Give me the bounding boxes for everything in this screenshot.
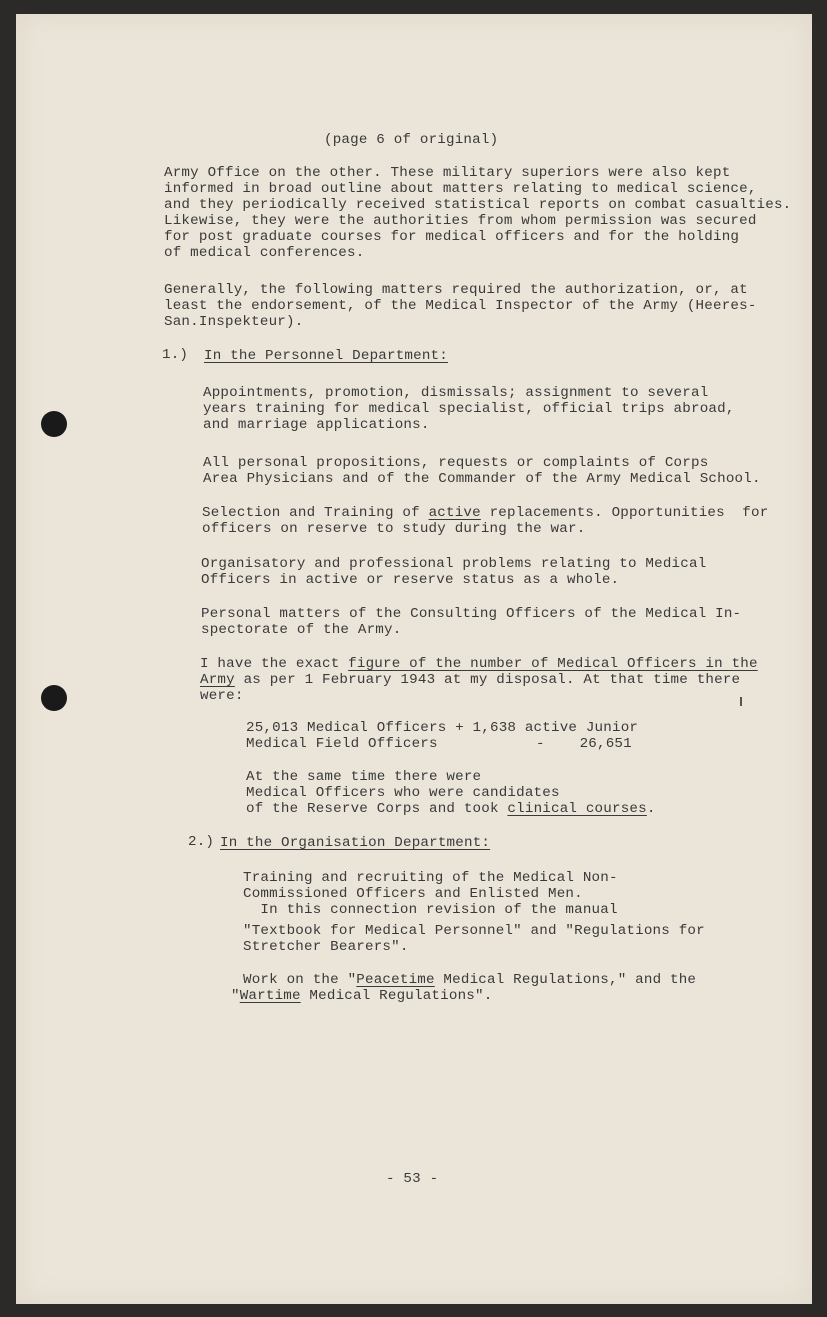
section-title-organisation: In the Organisation Department: <box>220 835 491 851</box>
page-header: (page 6 of original) <box>324 132 499 148</box>
punch-hole <box>41 685 67 711</box>
stray-mark <box>740 697 742 706</box>
page-number: - 53 - <box>386 1171 439 1187</box>
section-number-1: 1.) <box>162 347 189 363</box>
document-page: (page 6 of original) Army Office on the other. These military superiors were also kept informed in broad outline about matters relating to medical science, and they periodically received statistical reports on combat casualties. Likewise, they were the authorities from whom permission was secured for post graduate courses for medical officers and for the holding of medical conferences. Generally, the following matters required the authorization, or, at least the endorsement, of the Medical Inspector of the Army (Heeres- San.Inspekteur). 1.) In the Personnel Department: Appointments, promotion, dismissals; assignment to several years training for medical specialist, official trips abroad, and marriage applications. All personal propositions, requests or complaints of Corps Area Physicians and of the Commander of the Army Medical School. Selection and Training of active replacements. Opportunities for officers on reserve to study during the war. Organisatory and professional problems relating to Medical Officers in active or reserve status as a whole. Personal matters of the Consulting Officers of the Medical In- spectorate of the Army. I have the exact figure of the number of Medical Officers in the Army as per 1 February 1943 at my disposal. At that time there were: 25,013 Medical Officers + 1,638 active Junior Medical Field Officers - 26,651 At the same time there were Medical Officers who were candidates of the Reserve Corps and took clinical courses. 2.) In the Organisation Department: Training and recruiting of the Medical Non- Commissioned Officers and Enlisted Men. In this connection revision of the manual "Textbook for Medical Personnel" and "Regulations for Stretcher Bearers". Work on the "Peacetime Medical Regulations," and the "Wartime Medical Regulations". - 53 - <box>16 14 812 1304</box>
underlined-active: active <box>428 505 481 521</box>
section-number-2: 2.) <box>188 834 215 850</box>
punch-hole <box>41 411 67 437</box>
section-title-personnel: In the Personnel Department: <box>204 348 448 364</box>
